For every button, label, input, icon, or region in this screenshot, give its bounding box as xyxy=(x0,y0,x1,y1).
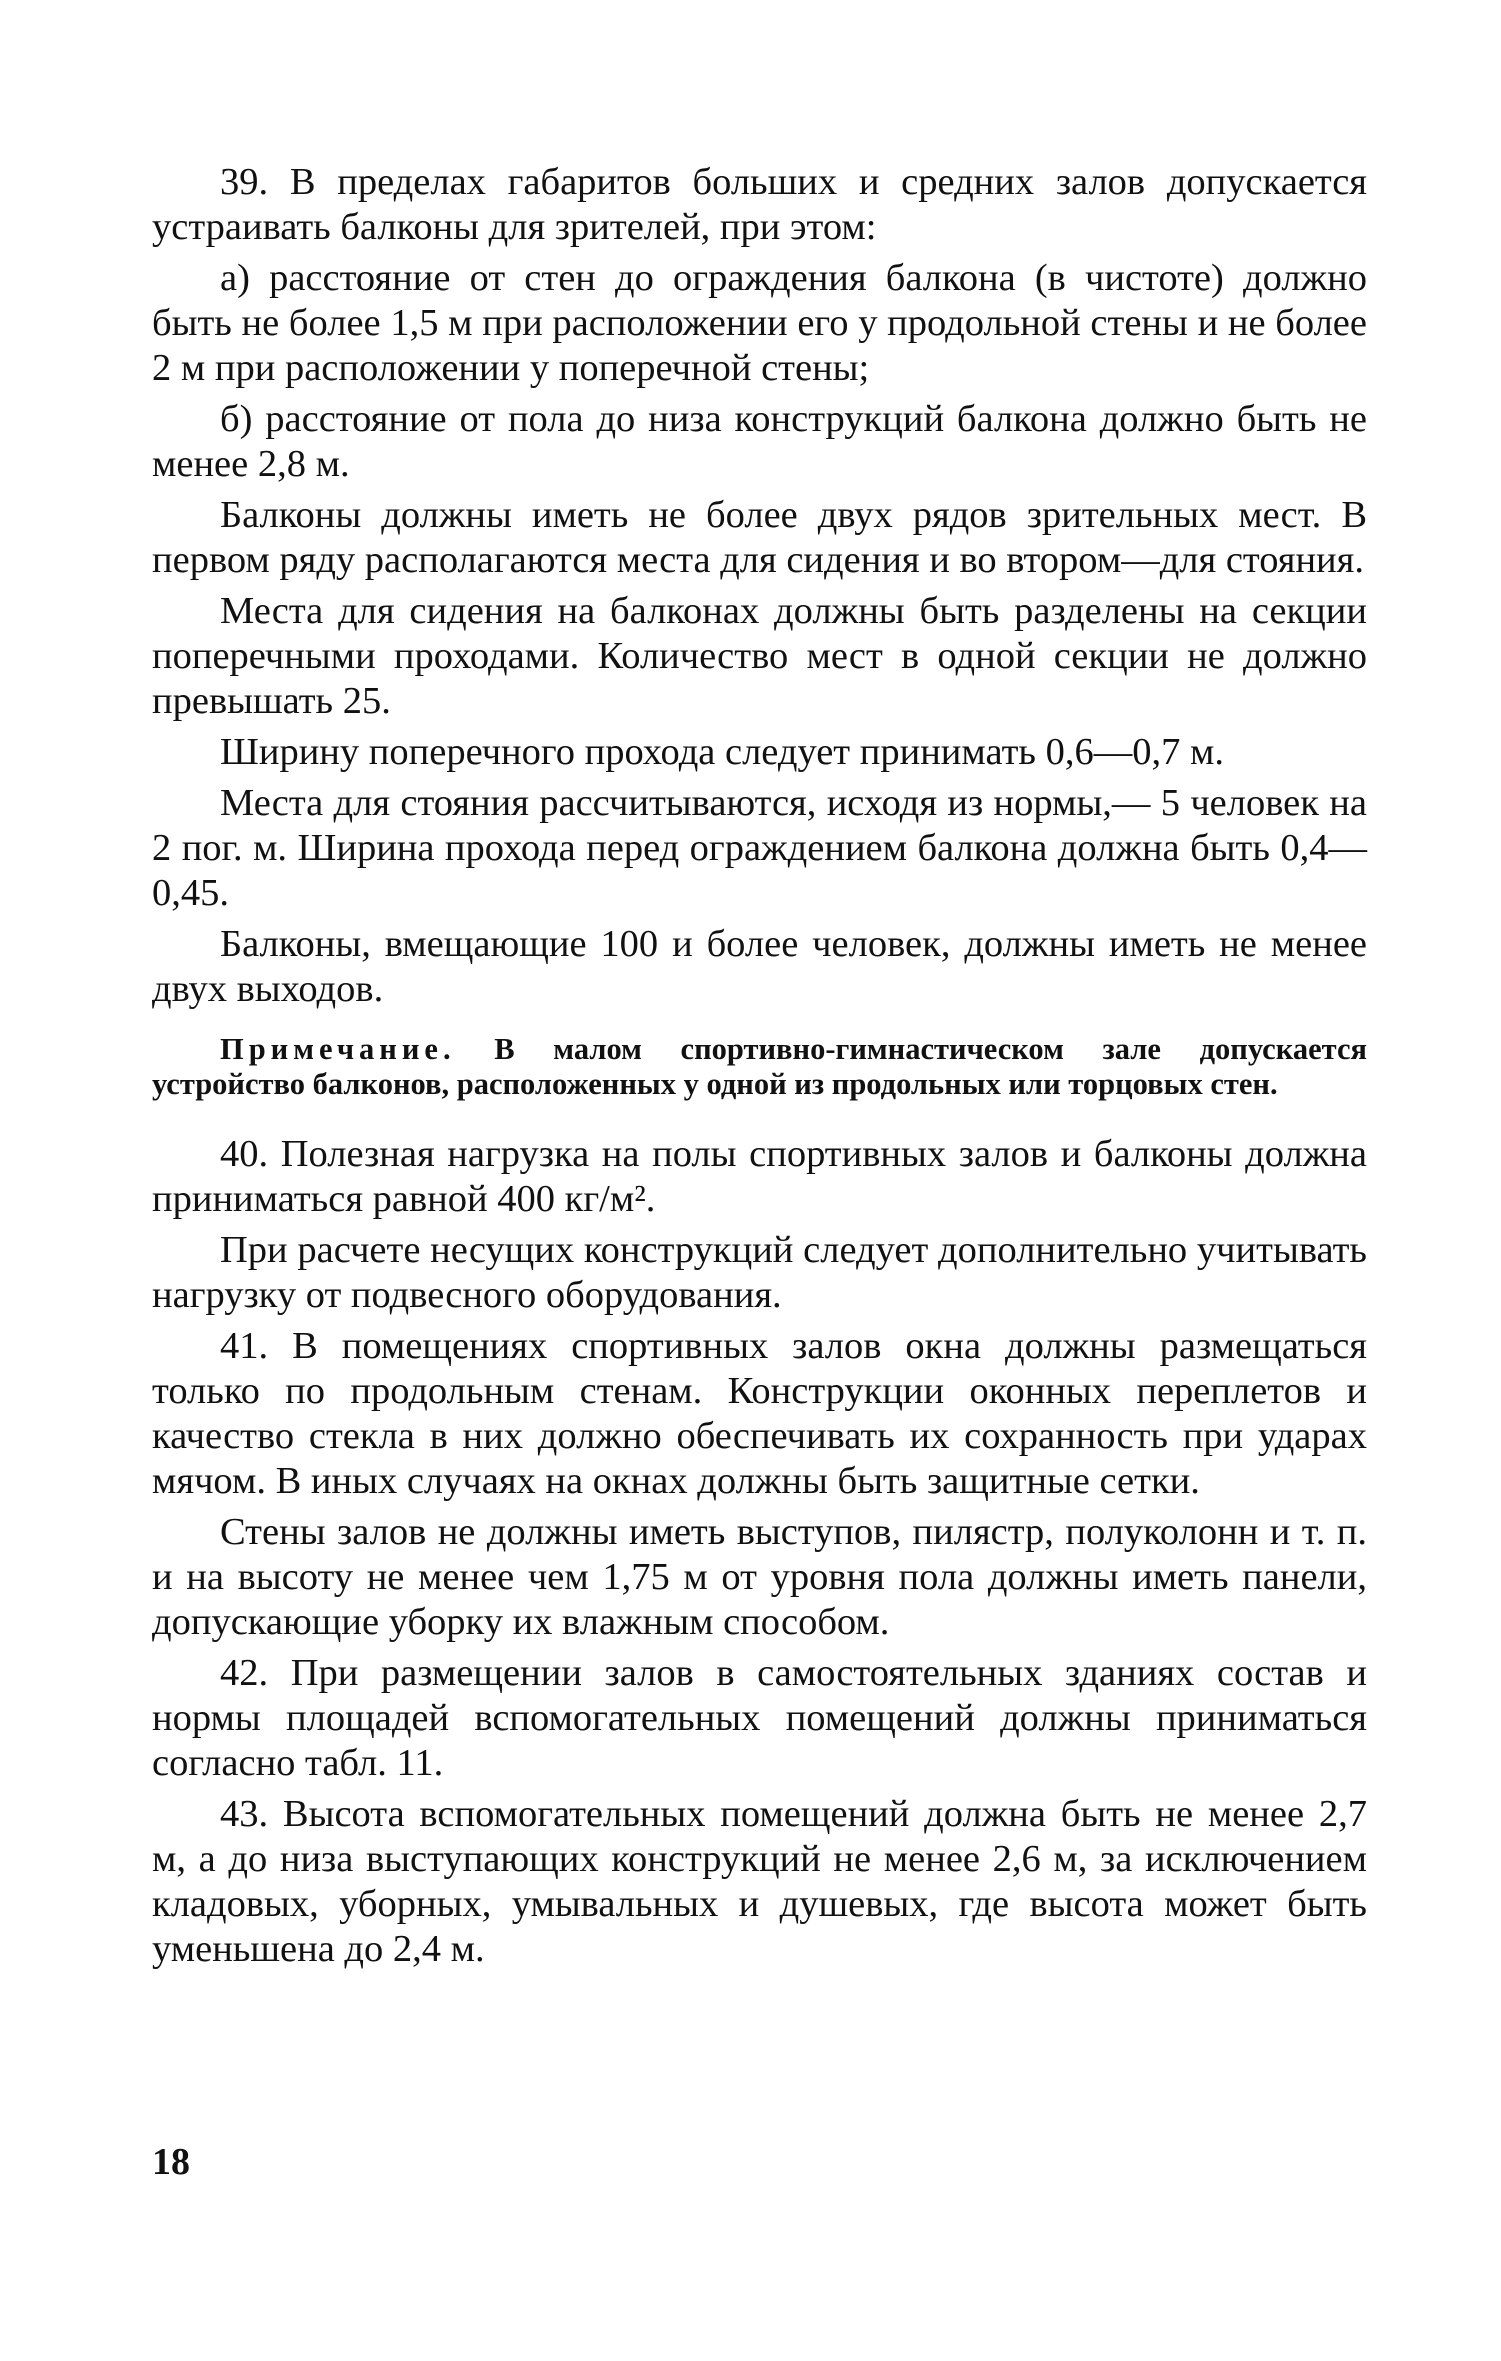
page-number: 18 xyxy=(152,2141,190,2183)
paragraph-40: 40. Полезная нагрузка на полы спортивных залов и балконы должна приниматься равной 400 кг/м². xyxy=(152,1133,1367,1220)
paragraph-balcony-exits: Балконы, вмещающие 100 и более человек, должны иметь не менее двух выходов. xyxy=(152,923,1367,1010)
note xyxy=(152,1032,1367,1102)
page-body xyxy=(152,160,1367,1972)
paragraph-41-walls: Стены залов не должны иметь выступов, пилястр, полуколонн и т. п. и на высоту не менее чем 1,75 м от уровня пола должны иметь панели, допускающие уборку их влажным способом. xyxy=(152,1511,1367,1643)
note-text: В малом спортивно-гимнастическом зале допускается устройство балконов, расположенных у одной из продольных или торцовых стен. xyxy=(152,1032,1367,1101)
paragraph-standing-norm: Места для стояния рассчитываются, исходя из нормы,— 5 человек на 2 пог. м. Ширина прохода перед ограждением балкона должна быть 0,4—0,45. xyxy=(152,782,1367,914)
paragraph-41: 41. В помещениях спортивных залов окна должны размещаться только по продольным стенам. Конструкции оконных переплетов и качество стекла в них должно обеспечивать их сохранность при ударах мячом. В иных случаях на окнах должны быть защитные сетки. xyxy=(152,1325,1367,1502)
paragraph-39-intro: 39. В пределах габаритов больших и средних залов допускается устраивать балконы для зрителей, при этом: xyxy=(152,161,1367,248)
note-label: Примечание. xyxy=(220,1032,456,1066)
paragraph-40-calc: При расчете несущих конструкций следует дополнительно учитывать нагрузку от подвесного оборудования. xyxy=(152,1229,1367,1316)
paragraph-balcony-rows: Балконы должны иметь не более двух рядов зрительных мест. В первом ряду располагаются места для сидения и во втором—для стояния. xyxy=(152,494,1367,581)
paragraph-seating-sections: Места для сидения на балконах должны быть разделены на секции поперечными проходами. Количество мест в одной секции не должно превышать 25. xyxy=(152,590,1367,722)
paragraph-42: 42. При размещении залов в самостоятельных зданиях состав и нормы площадей вспомогательных помещений должны приниматься согласно табл. 11. xyxy=(152,1652,1367,1784)
paragraph-43: 43. Высота вспомогательных помещений должна быть не менее 2,7 м, а до низа выступающих конструкций не менее 2,6 м, за исключением кладовых, уборных, умывальных и душевых, где высота может быть уменьшена до 2,4 м. xyxy=(152,1793,1367,1970)
paragraph-aisle-width: Ширину поперечного прохода следует принимать 0,6—0,7 м. xyxy=(220,731,1224,773)
paragraph-39-item-a: а) расстояние от стен до ограждения балкона (в чистоте) должно быть не более 1,5 м при расположении его у продольной стены и не более 2 м при расположении у поперечной стены; xyxy=(152,257,1367,389)
paragraph-39-item-b: б) расстояние от пола до низа конструкций балкона должно быть не менее 2,8 м. xyxy=(152,398,1367,485)
